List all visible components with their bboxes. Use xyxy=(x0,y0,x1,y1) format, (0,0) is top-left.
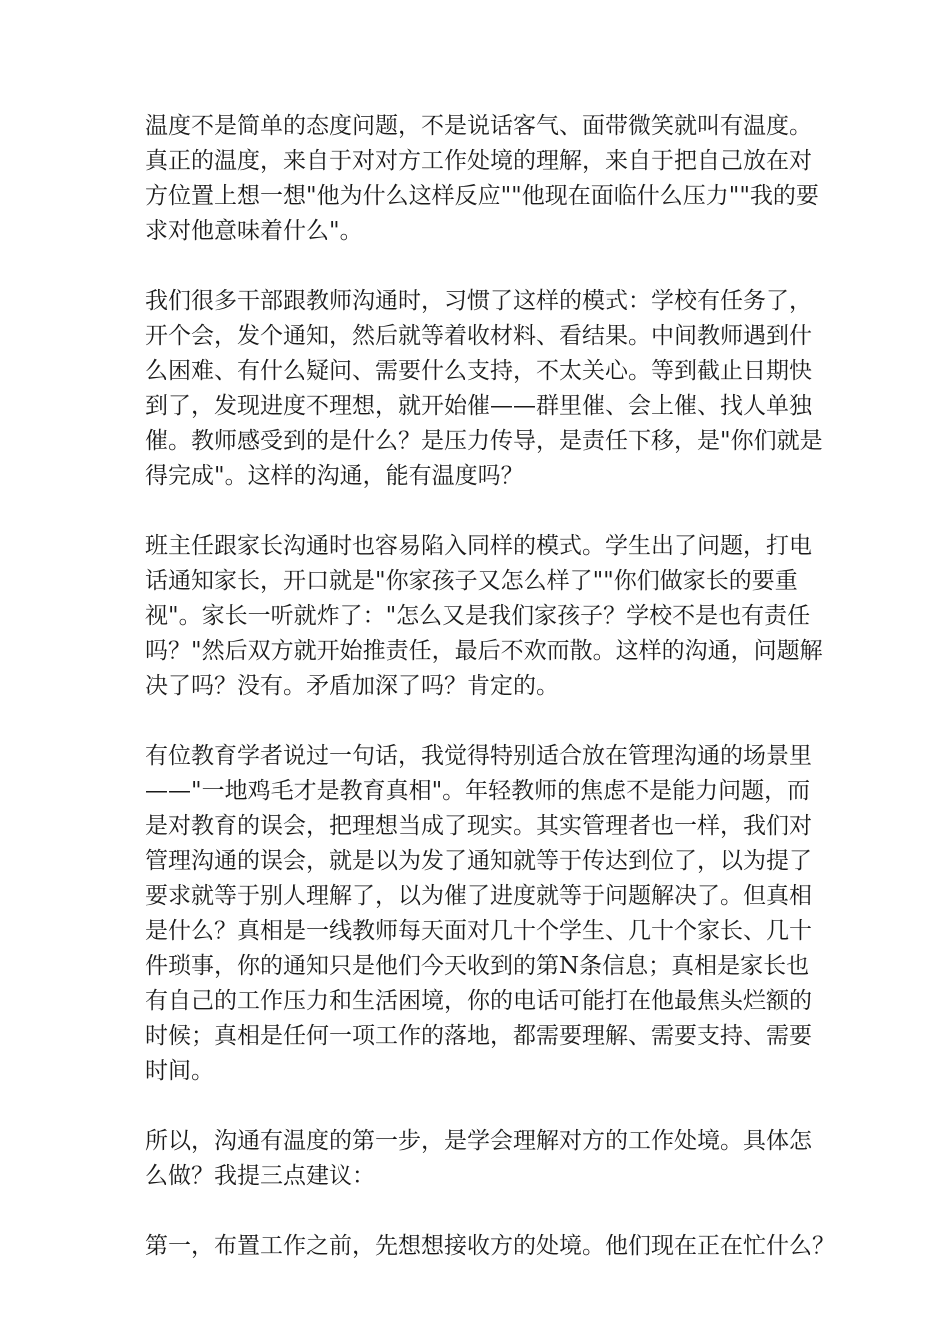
text-line: 么做？我提三点建议： xyxy=(145,1163,375,1189)
text-line: 管理沟通的误会，就是以为发了通知就等于传达到位了，以为提了 xyxy=(145,848,812,874)
document-body xyxy=(145,109,835,1264)
text-line: 有位教育学者说过一句话，我觉得特别适合放在管理沟通的场景里 xyxy=(145,743,812,769)
text-line: 所以，沟通有温度的第一步，是学会理解对方的工作处境。具体怎 xyxy=(145,1128,812,1154)
paragraph-spacer xyxy=(145,704,815,739)
text-line: 开个会，发个通知，然后就等着收材料、看结果。中间教师遇到什 xyxy=(145,323,812,349)
text-line: 有自己的工作压力和生活困境，你的电话可能打在他最焦头烂额的 xyxy=(145,988,812,1014)
text-line: 是对教育的误会，把理想当成了现实。其实管理者也一样，我们对 xyxy=(145,813,812,839)
text-line: ——"一地鸡毛才是教育真相"。年轻教师的焦虑不是能力问题，而 xyxy=(145,778,811,804)
text-line: 我们很多干部跟教师沟通时，习惯了这样的模式：学校有任务了， xyxy=(145,288,812,314)
text-line: 求对他意味着什么"。 xyxy=(145,218,363,244)
paragraph-spacer xyxy=(145,494,815,529)
text-line: 得完成"。这样的沟通，能有温度吗？ xyxy=(145,463,524,489)
text-line: 吗？"然后双方就开始推责任，最后不欢而散。这样的沟通，问题解 xyxy=(145,638,823,664)
text-line: 要求就等于别人理解了，以为催了进度就等于问题解决了。但真相 xyxy=(145,883,812,909)
text-line: 时候；真相是任何一项工作的落地，都需要理解、需要支持、需要 xyxy=(145,1023,812,1049)
paragraph-3 xyxy=(145,529,823,704)
text-line: 话通知家长，开口就是"你家孩子又怎么样了""你们做家长的要重 xyxy=(145,568,798,594)
text-line: 催。教师感受到的是什么？是压力传导，是责任下移，是"你们就是 xyxy=(145,428,823,454)
text-line: 温度不是简单的态度问题，不是说话客气、面带微笑就叫有温度。 xyxy=(145,113,812,139)
paragraph-1 xyxy=(145,109,819,249)
text-line: 是什么？真相是一线教师每天面对几十个学生、几十个家长、几十 xyxy=(145,918,812,944)
text-line: 真正的温度，来自于对对方工作处境的理解，来自于把自己放在对 xyxy=(145,148,812,174)
text-line: 第一，布置工作之前，先想想接收方的处境。他们现在正在忙什么？ xyxy=(145,1233,835,1259)
text-line: 方位置上想一想"他为什么这样反应""他现在面临什么压力""我的要 xyxy=(145,183,819,209)
text-line: 视"。家长一听就炸了："怎么又是我们家孩子？学校不是也有责任 xyxy=(145,603,811,629)
text-line: 时间。 xyxy=(145,1058,214,1084)
paragraph-spacer xyxy=(145,1194,815,1229)
text-line: 决了吗？没有。矛盾加深了吗？肯定的。 xyxy=(145,673,559,699)
text-line: 件琐事，你的通知只是他们今天收到的第N条信息；真相是家长也 xyxy=(145,953,810,979)
paragraph-6 xyxy=(145,1229,835,1264)
paragraph-5 xyxy=(145,1124,815,1194)
paragraph-spacer xyxy=(145,249,815,284)
text-line: 么困难、有什么疑问、需要什么支持，不太关心。等到截止日期快 xyxy=(145,358,812,384)
text-line: 班主任跟家长沟通时也容易陷入同样的模式。学生出了问题，打电 xyxy=(145,533,812,559)
paragraph-2 xyxy=(145,284,823,494)
paragraph-4 xyxy=(145,739,815,1089)
text-line: 到了，发现进度不理想，就开始催——群里催、会上催、找人单独 xyxy=(145,393,812,419)
paragraph-spacer xyxy=(145,1089,815,1124)
